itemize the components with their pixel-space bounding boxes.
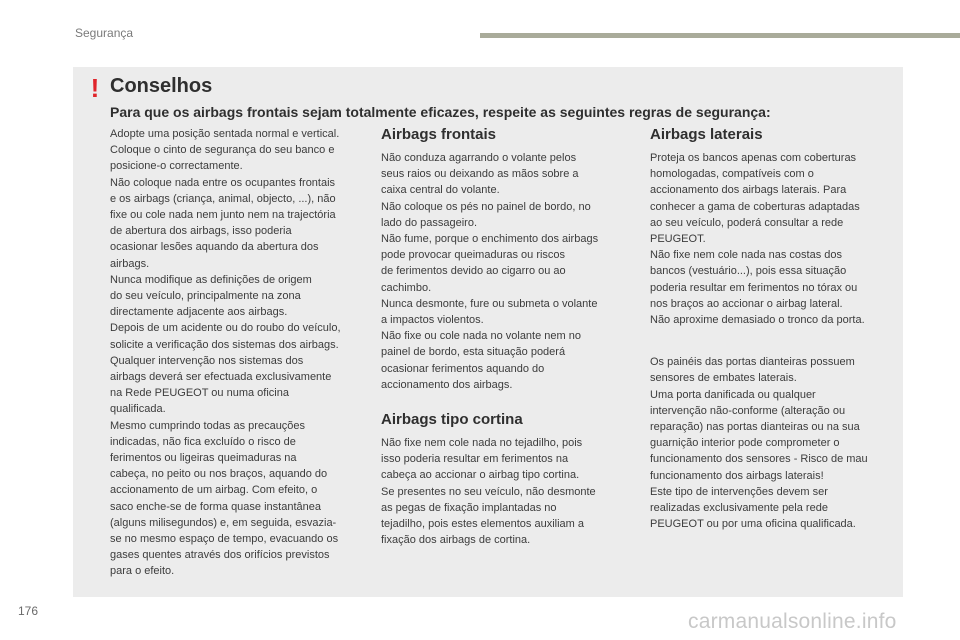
header-bar xyxy=(480,33,960,38)
general-advice-column xyxy=(110,126,360,580)
frontal-curtain-column xyxy=(381,126,631,548)
lateral-column xyxy=(650,126,900,532)
section-label: Segurança xyxy=(75,26,134,40)
frontal-airbags-text: Não conduza agarrando o volante pelos seus raios ou deixando as mãos sobre a caixa central do volante. Não coloque os pés no painel de bordo, no lado do passageiro. Não fume, porque o enchimento dos airbags pode provocar queimaduras ou riscos de ferimentos devido ao cigarro ou ao cachimbo. Nunca desmonte, fure ou submeta o volante a impactos violentos. Não fixe ou cole nada no volante nem no painel de bordo, esta situação poderá ocasionar ferimentos aquando do accionamento dos airbags. xyxy=(381,152,599,391)
door-sensors-text: Os painéis das portas dianteiras possuem sensores de embates laterais. Uma porta danificada ou qualquer intervenção não-conforme (alteração ou reparação) nas portas dianteiras ou na sua guarnição interior pode comprometer o funcionamento dos sensores - Risco de mau funcionamento dos airbags laterais! Este tipo de intervenções devem ser realizadas exclusivamente pela rede PEUGEOT ou por uma oficina qualificada. xyxy=(650,356,868,531)
exclamation-icon: ! xyxy=(90,73,100,103)
lateral-airbags-text: Proteja os bancos apenas com coberturas homologadas, compatíveis com o accionamento dos airbags laterais. Para conhecer a gama de coberturas adaptadas ao seu veículo, poderá consultar a rede PEUGEOT. Não fixe nem cole nada nas costas dos bancos (vestuário...), pois essa situação poderia resultar em ferimentos no tórax ou nos braços ao accionar o airbag lateral. Não aproxime demasiado o tronco da porta. xyxy=(650,152,865,327)
panel-subtitle: Para que os airbags frontais sejam totalmente eficazes, respeite as seguintes regras de segurança: xyxy=(110,104,771,120)
page-number: 176 xyxy=(18,604,39,618)
frontal-airbags-heading: Airbags frontais xyxy=(381,126,497,143)
curtain-airbags-text: Não fixe nem cole nada no tejadilho, pois isso poderia resultar em ferimentos na cabeça ao accionar o airbag tipo cortina. Se presentes no seu veículo, não desmonte as pegas de fixação implantadas no tejadilho, pois estes elementos auxiliam a fixação dos airbags de cortina. xyxy=(381,437,596,547)
lateral-airbags-heading: Airbags laterais xyxy=(650,126,763,143)
general-advice-text: Adopte uma posição sentada normal e vertical. Coloque o cinto de segurança do seu banco e posicione-o correctamente. Não coloque nada entre os ocupantes frontais e os airbags (criança, animal, objecto, ...), não fixe ou cole nada nem junto nem na trajectória de abertura dos airbags, isso poderia ocasionar lesões aquando da abertura dos airbags. Nunca modifique as definições de origem do seu veículo, principalmente na zona directamente adjacente aos airbags. Depois de um acidente ou do roubo do veículo, solicite a verificação dos sistemas dos airbags. Qualquer intervenção nos sistemas dos airbags deverá ser efectuada exclusivamente na Rede PEUGEOT ou numa oficina qualificada. Mesmo cumprindo todas as precauções indicadas, não fica excluído o risco de ferimentos ou ligeiras queimaduras na cabeça, no peito ou nos braços, aquando do accionamento de um airbag. Com efeito, o saco enche-se de forma quase instantânea (alguns milisegundos) e, em seguida, esvazia- se no mesmo espaço de tempo, evacuando os gases quentes através dos orifícios previstos para o efeito. xyxy=(110,128,341,578)
watermark: carmanualsonline.info xyxy=(688,610,897,633)
panel-title: Conselhos xyxy=(110,75,213,97)
curtain-airbags-heading: Airbags tipo cortina xyxy=(381,411,523,429)
